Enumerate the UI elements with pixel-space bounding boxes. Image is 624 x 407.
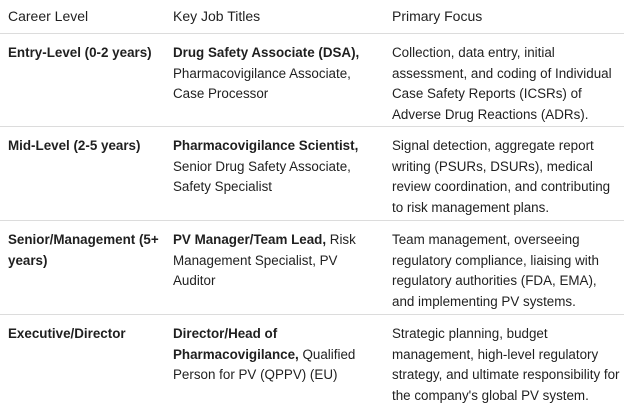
table-header-row [0, 0, 624, 34]
primary-job-title: Pharmacovigilance Scientist, [173, 138, 359, 153]
primary-job-title: PV Manager/Team Lead, [173, 232, 327, 247]
other-job-titles: Senior Drug Safety Associate, Safety Specialist [173, 158, 351, 194]
table-row [0, 34, 624, 127]
table-row [0, 127, 624, 221]
career-level-cell: Entry-Level (0-2 years) [8, 45, 152, 60]
primary-focus-cell: Signal detection, aggregate report writing (PSURs, DSURs), medical review coordination, and contributing to risk management plans. [392, 138, 611, 215]
primary-focus-cell: Strategic planning, budget management, high-level regulatory strategy, and ultimate responsibility for the company's global PV system. [392, 326, 620, 403]
primary-job-title: Director/Head of Pharmacovigilance, [173, 326, 299, 362]
job-titles-cell [165, 315, 384, 407]
primary-focus-cell: Team management, overseeing regulatory compliance, liaising with regulatory authorities (FDA, EMA), and implementing PV systems. [392, 232, 599, 309]
table-row [0, 315, 624, 407]
other-job-titles: Qualified Person for PV (QPPV) (EU) [173, 346, 356, 382]
table-row [0, 221, 624, 315]
header-career-level: Career Level [8, 8, 89, 24]
primary-job-title: Drug Safety Associate (DSA), [173, 45, 360, 60]
header-primary-focus: Primary Focus [392, 8, 483, 24]
other-job-titles: Pharmacovigilance Associate, Case Processor [173, 65, 351, 101]
primary-focus-cell: Collection, data entry, initial assessment, and coding of Individual Case Safety Reports (ICSRs) of Adverse Drug Reactions (ADRs). [392, 45, 612, 122]
career-level-cell: Senior/Management (5+ years) [8, 232, 159, 268]
job-titles-cell [165, 34, 384, 126]
header-key-job-titles: Key Job Titles [173, 8, 261, 24]
job-titles-cell [165, 221, 384, 314]
job-titles-cell [165, 127, 384, 220]
career-level-cell: Executive/Director [8, 326, 126, 341]
career-level-cell: Mid-Level (2-5 years) [8, 138, 141, 153]
other-job-titles: Risk Management Specialist, PV Auditor [173, 232, 356, 288]
